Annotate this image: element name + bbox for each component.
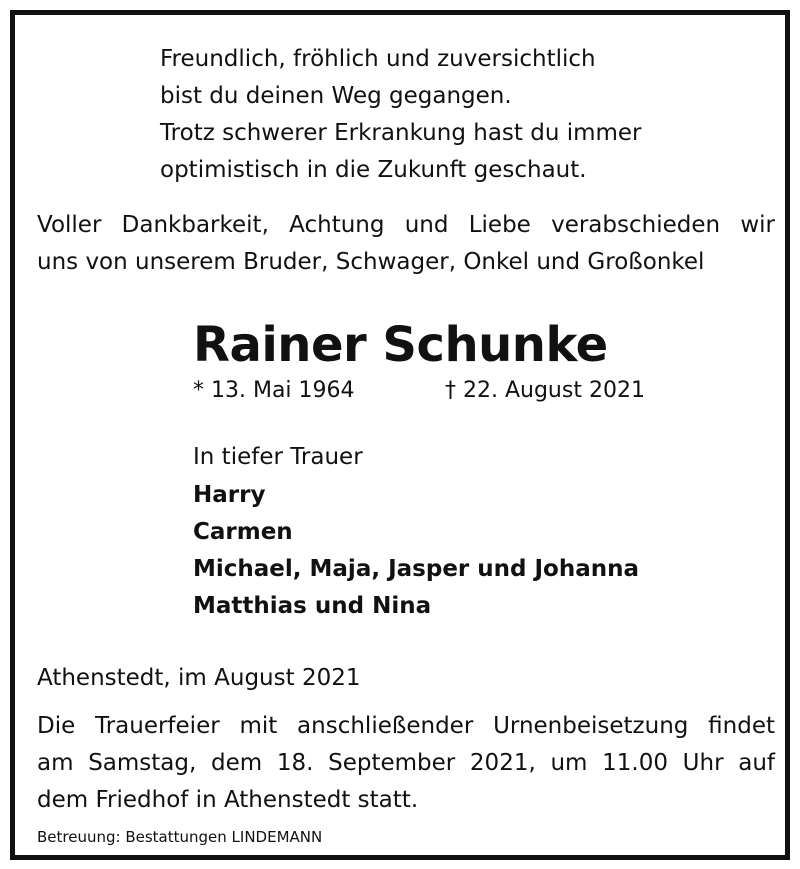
deceased-name: Rainer Schunke — [193, 317, 608, 373]
obituary-frame — [10, 10, 790, 860]
poem-line: optimistisch in die Zukunft geschaut. — [160, 157, 587, 183]
mourners-heading: In tiefer Trauer — [193, 444, 363, 470]
mourner-name: Harry — [193, 482, 266, 508]
death-date: † 22. August 2021 — [445, 378, 645, 403]
poem-line: Freundlich, fröhlich und zuversichtlich — [160, 46, 596, 72]
poem-line: Trotz schwerer Erkrankung hast du immer — [160, 120, 642, 146]
ceremony-line: Die Trauerfeier mit anschließender Urnenbeisetzung findet — [37, 713, 775, 739]
intro-line: uns von unserem Bruder, Schwager, Onkel und Großonkel — [37, 249, 705, 275]
mourner-name: Carmen — [193, 519, 293, 545]
ceremony-line: dem Friedhof in Athenstedt statt. — [37, 787, 419, 813]
mourner-name: Michael, Maja, Jasper und Johanna — [193, 556, 640, 582]
place-date: Athenstedt, im August 2021 — [37, 665, 361, 691]
ceremony-line: am Samstag, dem 18. September 2021, um 11.00 Uhr auf — [37, 750, 775, 776]
intro-line: Voller Dankbarkeit, Achtung und Liebe verabschieden wir — [37, 212, 775, 238]
birth-date: * 13. Mai 1964 — [193, 378, 355, 403]
mourner-name: Matthias und Nina — [193, 593, 432, 619]
poem-line: bist du deinen Weg gegangen. — [160, 83, 512, 109]
funeral-home-credit: Betreuung: Bestattungen LINDEMANN — [37, 828, 323, 846]
